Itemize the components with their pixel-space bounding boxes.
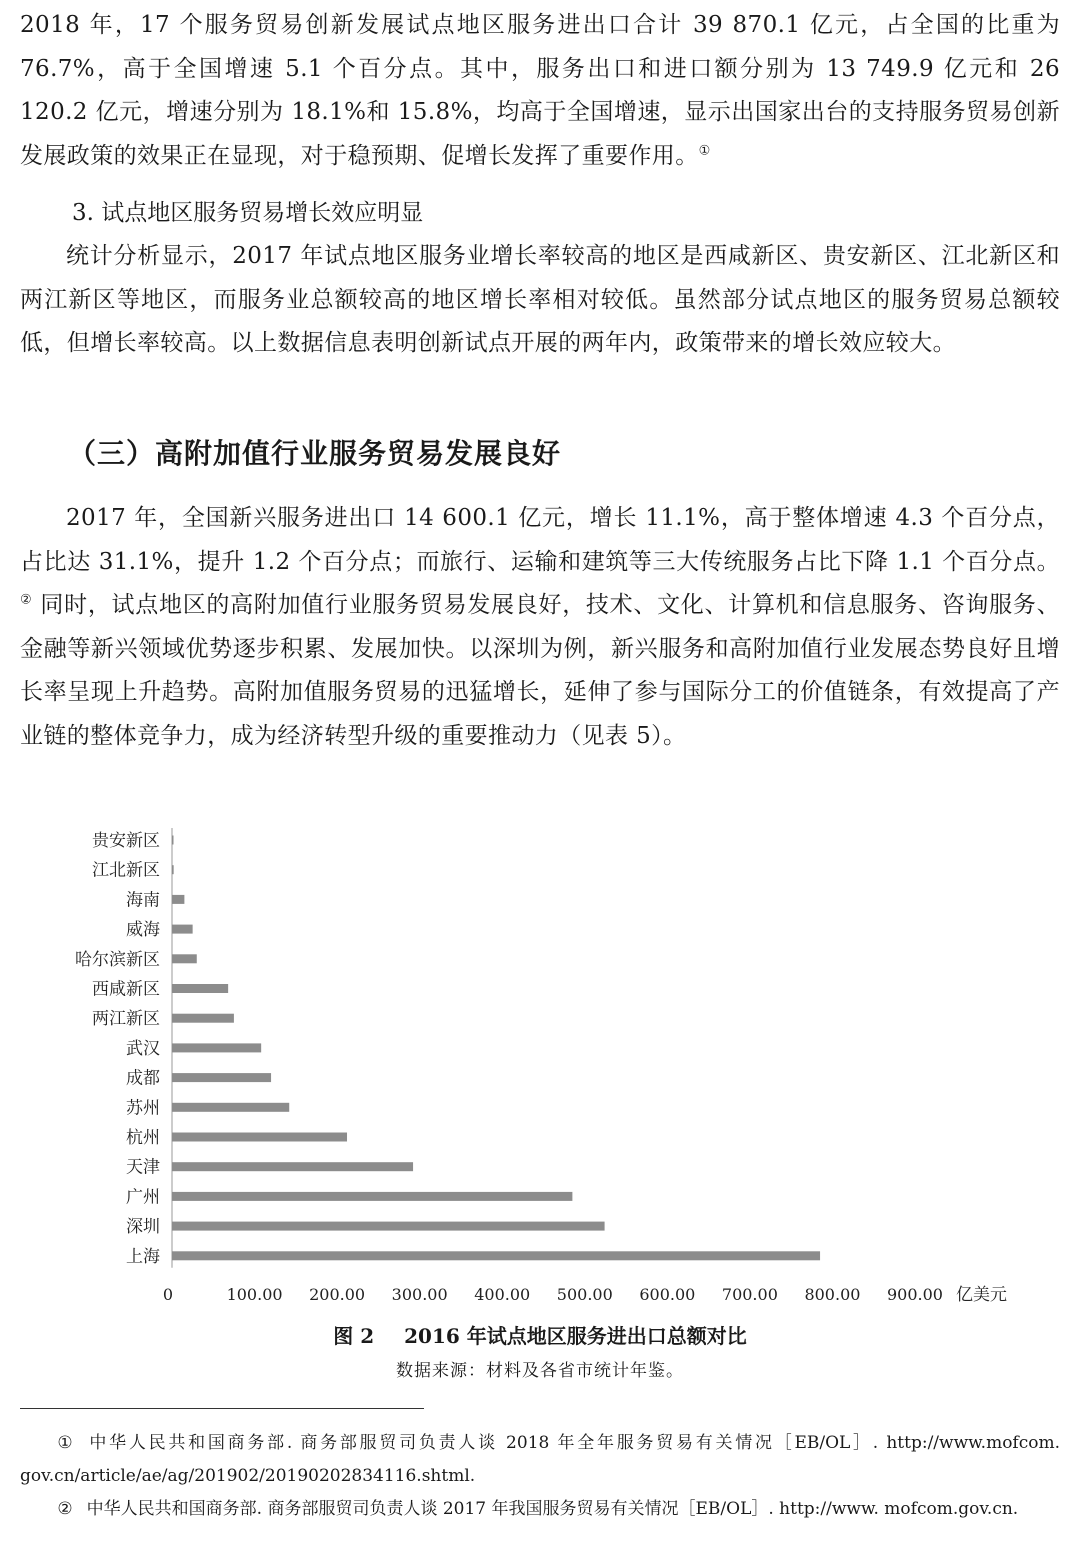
paragraph-1-text: 2018 年，17 个服务贸易创新发展试点地区服务进出口合计 39 870.1 亿元，占全国的比重为 76.7%，高于全国增速 5.1 个百分点。其中，服务出口和进口额分别为 13 749.9 亿元和 26 120.2 亿元，增速分别为 18.1%和 15.8%，均高于全国增速，显示出国家出台的支持服务贸易创新发展政策的效果正在显现，对于稳预期、促增长发挥了重要作用。 [20,12,1060,169]
bar-chart [0,818,1080,1313]
figure-caption [0,1320,1080,1349]
chart-tick-labels [163,1285,943,1304]
figure-number: 图 2 [333,1324,375,1348]
figure-source: 数据来源：材料及各省市统计年鉴。 [396,1361,684,1381]
chart-category-label: 天津 [126,1157,160,1178]
footnote-2-mark: ② [57,1499,73,1519]
footnote-1 [20,1427,1060,1493]
footnote-1-text[interactable]: 中华人民共和国商务部. 商务部服贸司负责人谈 2018 年全年服务贸易有关情况［EB/OL］. http://www.mofcom. gov.cn/article/ae/ag/201902/20190202834116.shtml. [20,1433,1060,1486]
chart-bar [172,1014,234,1023]
footnote-2-text[interactable]: 中华人民共和国商务部. 商务部服贸司负责人谈 2017 年我国服务贸易有关情况［EB/OL］. http://www. mofcom.gov.cn. [86,1499,1019,1519]
chart-category-label: 威海 [126,920,160,941]
chart-x-tick-label: 900.00 [887,1285,943,1304]
chart-unit-label: 亿美元 [956,1285,1007,1305]
chart-bar [172,1222,605,1231]
footnote-2 [20,1493,1060,1526]
chart-category-label: 深圳 [126,1217,160,1238]
chart-x-tick-label: 100.00 [226,1285,283,1304]
chart-category-label: 贵安新区 [92,831,160,851]
chart-x-tick-label: 200.00 [309,1285,366,1304]
chart-category-label: 广州 [126,1187,160,1208]
paragraph-3 [20,497,1060,758]
chart-category-labels [75,831,160,1267]
chart-bar [172,1043,261,1052]
chart-category-label: 江北新区 [92,860,160,881]
chart-category-label: 西咸新区 [92,979,160,1000]
paragraph-3-text-b: 同时，试点地区的高附加值行业服务贸易发展良好，技术、文化、计算机和信息服务、咨询服务、金融等新兴领域优势逐步积累、发展加快。以深圳为例，新兴服务和高附加值行业发展态势良好且增长率呈现上升趋势。高附加值服务贸易的迅猛增长，延伸了参与国际分工的价值链条，有效提高了产业链的整体竞争力，成为经济转型升级的重要推动力（见表 5）。 [20,592,1060,749]
chart-bar [172,984,228,993]
footnote-divider [20,1408,424,1409]
chart-bar [172,1162,413,1171]
paragraph-2: 统计分析显示，2017 年试点地区服务业增长率较高的地区是西咸新区、贵安新区、江北新区和两江新区等地区，而服务业总额较高的地区增长率相对较低。虽然部分试点地区的服务贸易总额较低，但增长率较高。以上数据信息表明创新试点开展的两年内，政策带来的增长效应较大。 [20,243,1060,356]
chart-bars [172,836,820,1261]
chart-bar [172,865,174,874]
chart-category-label: 海南 [126,890,160,911]
paragraph-3-text-a: 2017 年，全国新兴服务进出口 14 600.1 亿元，增长 11.1%，高于整体增速 4.3 个百分点，占比达 31.1%，提升 1.2 个百分点；而旅行、运输和建筑等三大传统服务占比下降 1.1 个百分点。 [20,505,1060,575]
chart-x-tick-label: 600.00 [639,1285,696,1304]
chart-category-label: 两江新区 [92,1009,160,1030]
chart-bar [172,836,174,845]
chart-x-tick-label: 300.00 [391,1285,448,1304]
chart-category-label: 成都 [126,1068,160,1089]
chart-category-label: 武汉 [126,1038,160,1059]
chart-category-label: 哈尔滨新区 [75,949,160,970]
paragraph-1 [20,4,1060,178]
chart-bar [172,1103,289,1112]
chart-x-tick-label: 500.00 [556,1285,613,1304]
chart-bar [172,1133,347,1142]
chart-x-tick-label: 0 [162,1285,174,1304]
chart-bar [172,895,184,904]
chart-category-label: 苏州 [126,1098,160,1119]
footnote-ref-2[interactable]: ② [20,592,33,608]
section-title: （三）高附加值行业服务贸易发展良好 [68,437,562,470]
chart-x-tick-label: 700.00 [721,1285,778,1304]
footnote-ref-1[interactable]: ① [698,142,711,158]
chart-category-label: 杭州 [126,1128,160,1148]
subsection-heading-3: 3. 试点地区服务贸易增长效应明显 [72,200,424,226]
chart-bar [172,1192,572,1201]
chart-bar [172,1251,820,1260]
figure-title: 2016 年试点地区服务进出口总额对比 [404,1324,747,1348]
chart-bar [172,954,197,963]
chart-bar [172,925,193,934]
chart-x-tick-label: 400.00 [474,1285,531,1304]
footnote-1-mark: ① [57,1433,76,1453]
chart-category-label: 上海 [126,1246,160,1267]
chart-bar [172,1073,271,1082]
chart-x-tick-label: 800.00 [804,1285,861,1304]
